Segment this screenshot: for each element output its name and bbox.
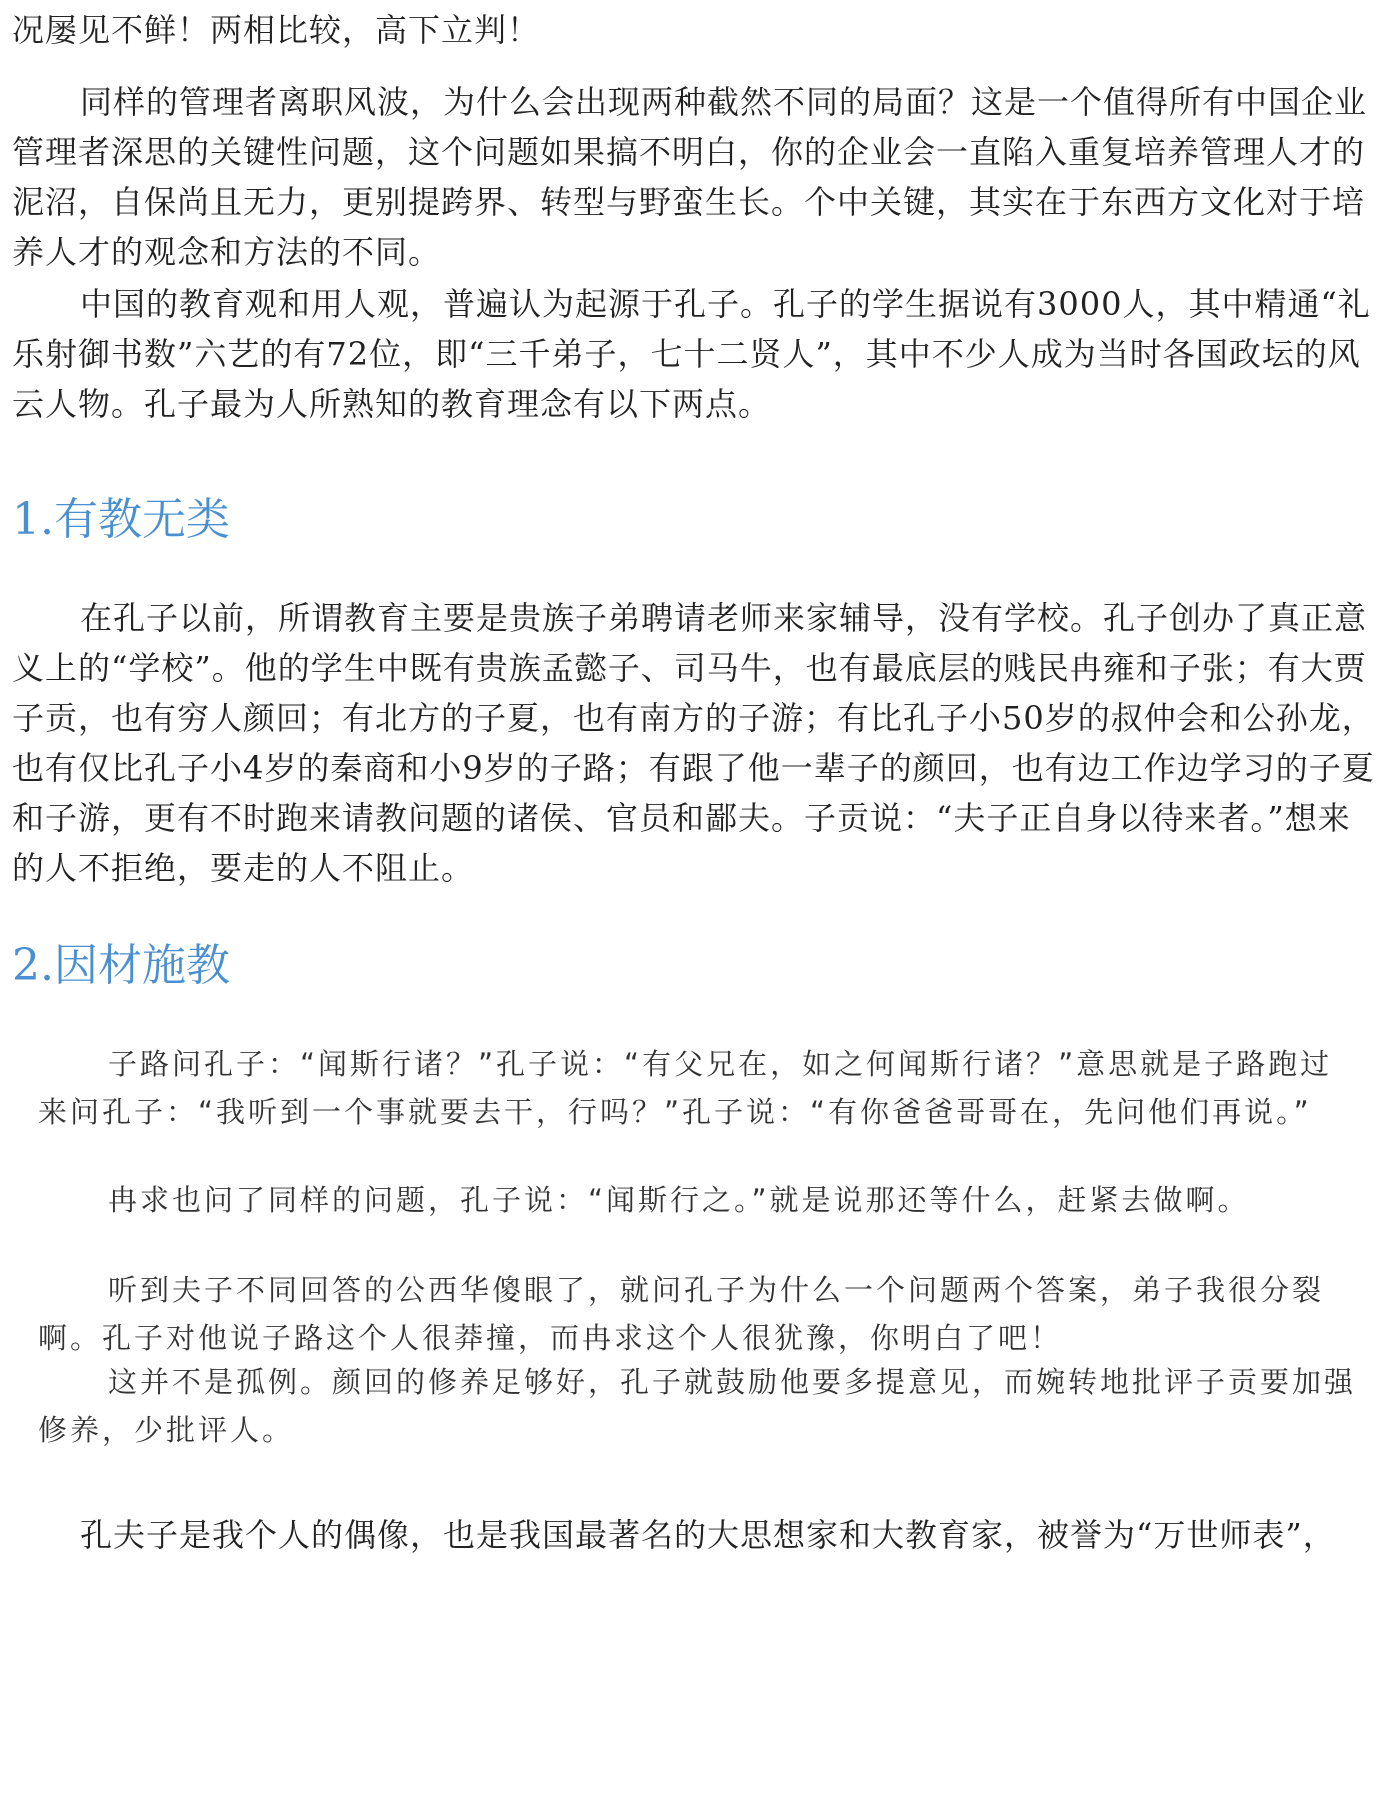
heading-section-2: 2.因材施教 xyxy=(12,940,230,991)
quote-zilu: 子路问孔子：“闻斯行诸？”孔子说：“有父兄在，如之何闻斯行诸？”意思就是子路跑过来问孔子：“我听到一个事就要去干，行吗？”孔子说：“有你爸爸哥哥在，先问他们再说。” xyxy=(38,1047,1333,1129)
paragraph-confucius-idol: 孔夫子是我个人的偶像，也是我国最著名的大思想家和大教育家，被誉为“万世师表”， xyxy=(80,1516,1336,1554)
quote-ranqiu: 冉求也问了同样的问题，孔子说：“闻斯行之。”就是说那还等什么，赶紧去做啊。 xyxy=(108,1183,1250,1217)
paragraph-education-for-all: 在孔子以前，所谓教育主要是贵族子弟聘请老师来家辅导，没有学校。孔子创办了真正意义上的“学校”。他的学生中既有贵族孟懿子、司马牛，也有最底层的贱民冉雍和子张；有大贾子贡，也有穷人颜回；有北方的子夏，也有南方的子游；有比孔子小50岁的叔仲会和公孙龙，也有仅比孔子小4岁的秦商和小9岁的子路；有跟了他一辈子的颜回，也有边工作边学习的子夏和子游，更有不时跑来请教问题的诸侯、官员和鄙夫。子贡说：“夫子正自身以待来者。”想来的人不拒绝，要走的人不阻止。 xyxy=(12,599,1375,887)
heading-section-1: 1.有教无类 xyxy=(12,494,230,545)
quote-yanhui: 这并不是孤例。颜回的修养足够好，孔子就鼓励他要多提意见，而婉转地批评子贡要加强修养，少批评人。 xyxy=(38,1365,1357,1447)
paragraph-confucius-origin: 中国的教育观和用人观，普遍认为起源于孔子。孔子的学生据说有3000人，其中精通“礼乐射御书数”六艺的有72位，即“三千弟子，七十二贤人”，其中不少人成为当时各国政坛的风云人物。孔子最为人所熟知的教育理念有以下两点。 xyxy=(12,285,1371,423)
quote-gongxihua: 听到夫子不同回答的公西华傻眼了，就问孔子为什么一个问题两个答案，弟子我很分裂啊。孔子对他说子路这个人很莽撞，而冉求这个人很犹豫，你明白了吧！ xyxy=(38,1273,1325,1355)
paragraph-management-question: 同样的管理者离职风波，为什么会出现两种截然不同的局面？这是一个值得所有中国企业管理者深思的关键性问题，这个问题如果搞不明白，你的企业会一直陷入重复培养管理人才的泥沼，自保尚且无力，更别提跨界、转型与野蛮生长。个中关键，其实在于东西方文化对于培养人才的观念和方法的不同。 xyxy=(12,83,1368,271)
paragraph-intro-end: 况屡见不鲜！两相比较，高下立判！ xyxy=(12,11,541,49)
